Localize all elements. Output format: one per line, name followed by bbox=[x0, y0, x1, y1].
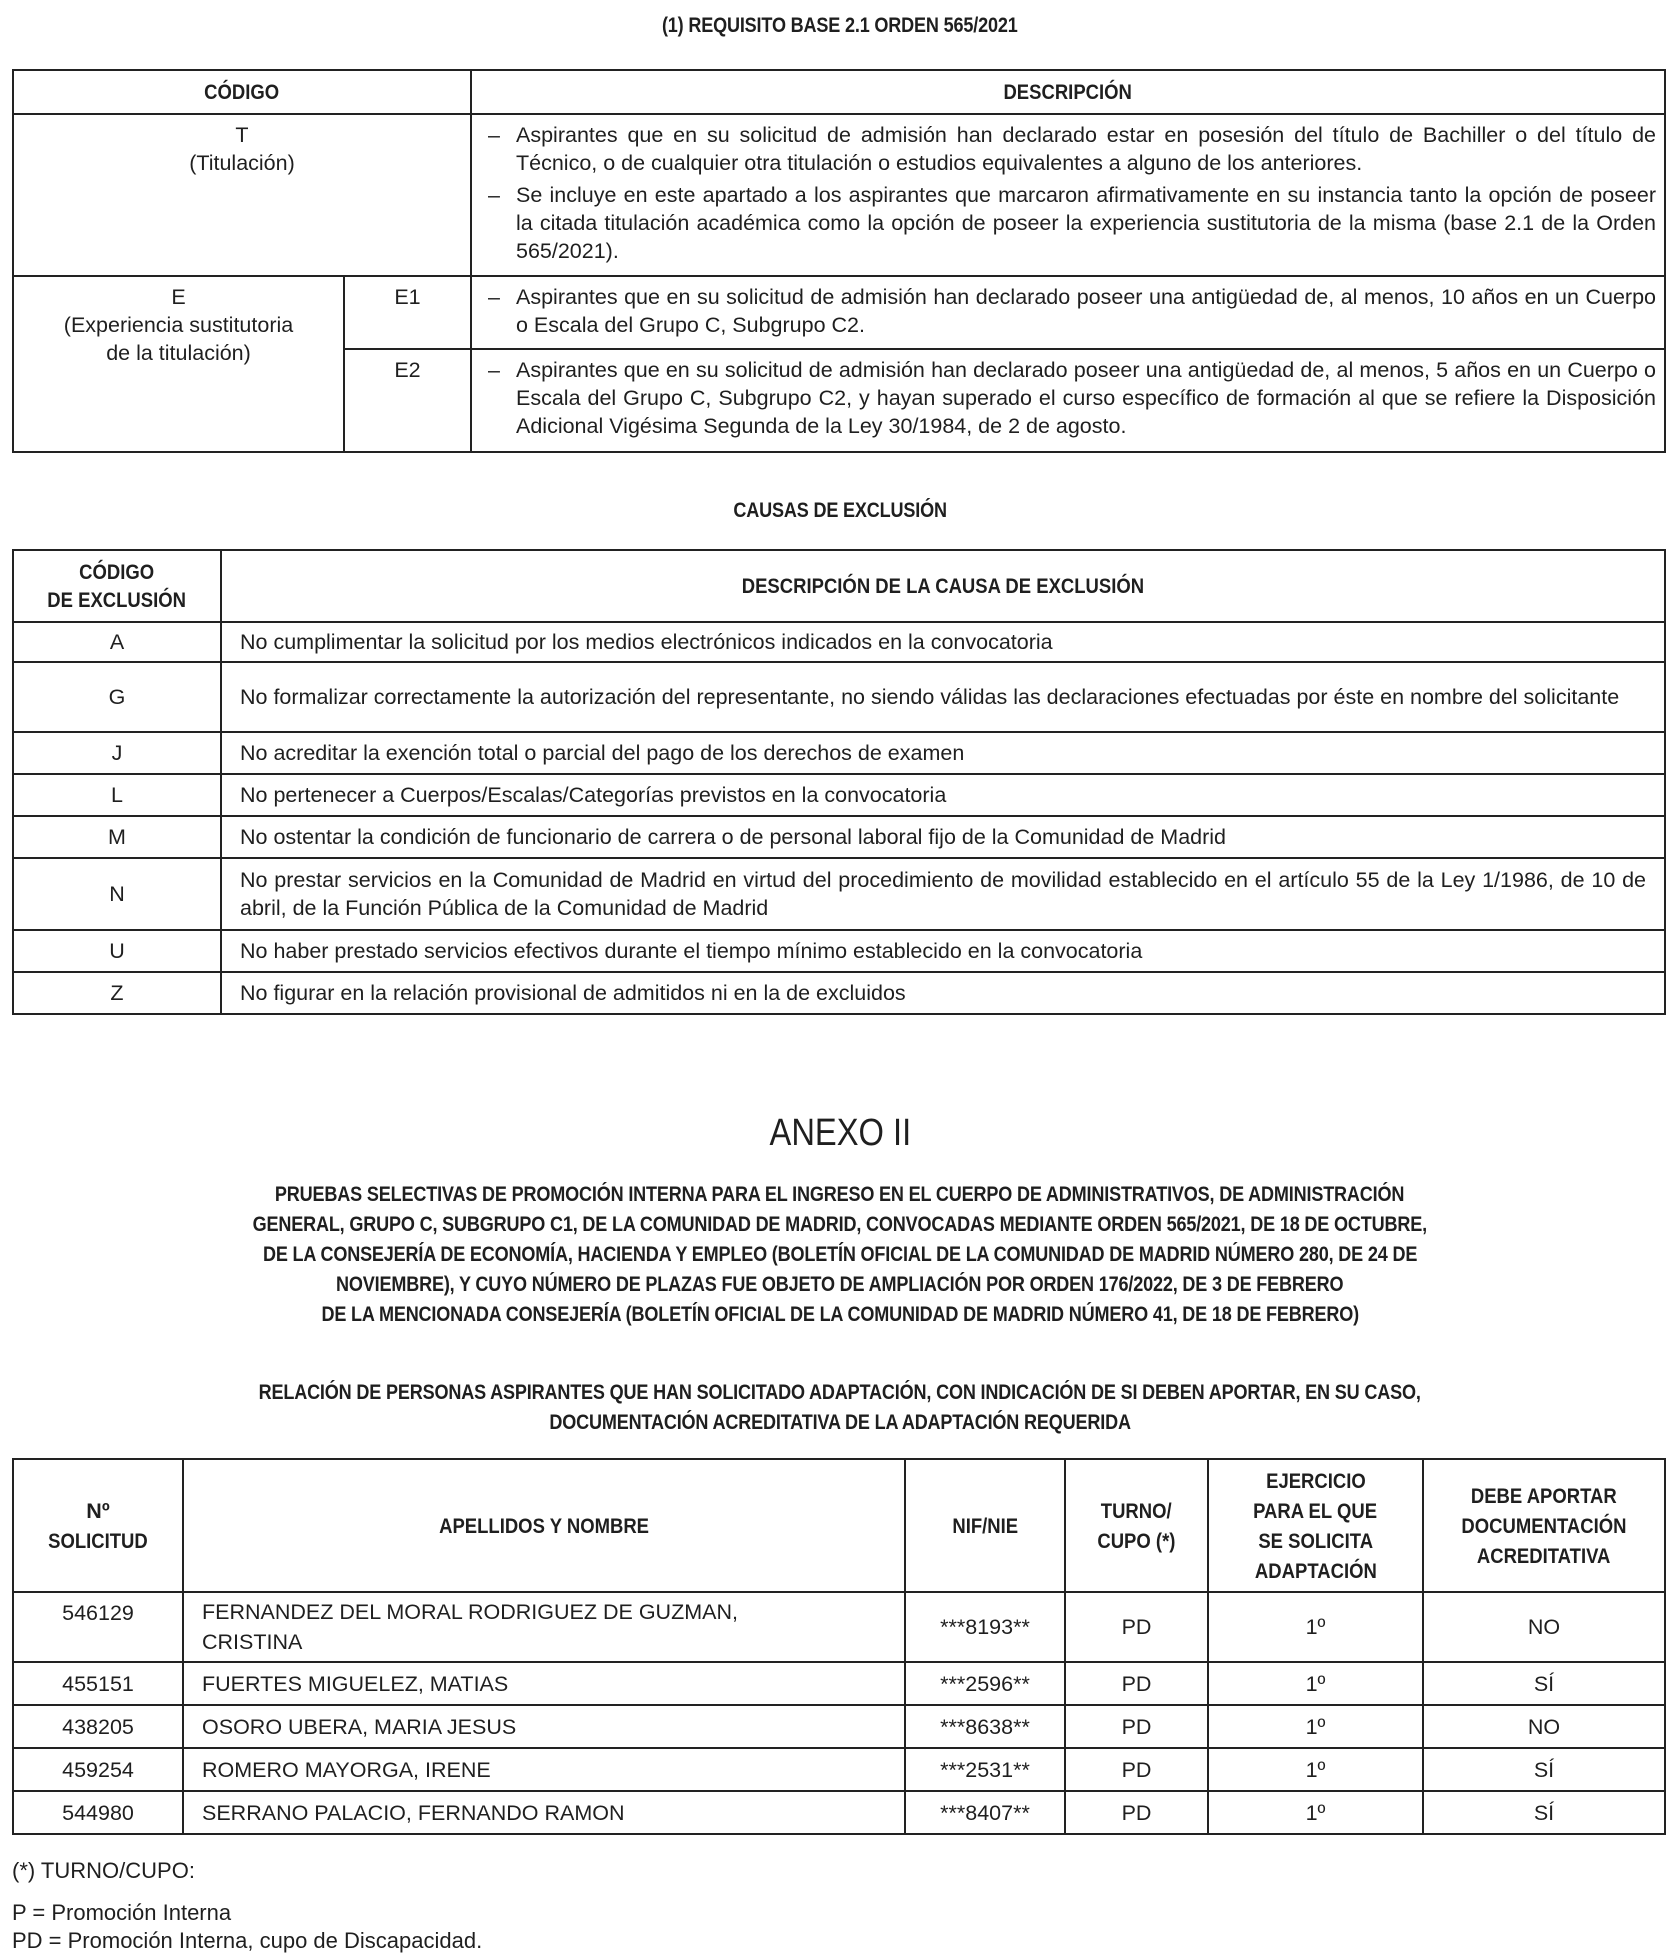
header-descripcion-causa: DESCRIPCIÓN DE LA CAUSA DE EXCLUSIÓN bbox=[221, 550, 1665, 622]
exclusion-code: U bbox=[13, 930, 221, 972]
exclusion-row bbox=[13, 858, 1665, 930]
code-e: E bbox=[171, 285, 186, 309]
header-debe-aportar: DEBE APORTAR DOCUMENTACIÓN ACREDITATIVA bbox=[1423, 1459, 1665, 1592]
debe-aportar: SÍ bbox=[1423, 1662, 1665, 1705]
debe-aportar: NO bbox=[1423, 1705, 1665, 1748]
code-t: T bbox=[235, 123, 249, 147]
requisito-row-t bbox=[13, 114, 1665, 276]
ejercicio: 1º bbox=[1208, 1592, 1423, 1662]
dash-bullet: – bbox=[488, 123, 500, 147]
exclusion-text: No formalizar correctamente la autorización del representante, no siendo válidas las declaraciones efectuadas por éste en nombre del solicitante bbox=[221, 662, 1665, 732]
notes-title: (*) TURNO/CUPO: bbox=[12, 1858, 195, 1883]
desc-t-item: – Se incluye en este apartado a los aspirantes que marcaron afirmativamente en su instancia tanto la opción de poseer la citada titulación académica como la opción de poseer la experiencia sustitutoria de la misma (base 2.1 de la Orden 565/2021). bbox=[482, 181, 1656, 265]
header-turno: TURNO/ CUPO (*) bbox=[1065, 1459, 1208, 1592]
num-solicitud: 455151 bbox=[13, 1662, 183, 1705]
dash-bullet: – bbox=[488, 358, 500, 382]
ejercicio: 1º bbox=[1208, 1791, 1423, 1834]
header-codigo: CÓDIGO bbox=[13, 70, 471, 114]
exclusion-code: J bbox=[13, 732, 221, 774]
anexo-subtitle: PRUEBAS SELECTIVAS DE PROMOCIÓN INTERNA PARA EL INGRESO EN EL CUERPO DE ADMINISTRATIVOS, DE ADMINISTRACIÓN GENERAL, GRUPO C, SUBGRUPO C1, DE LA COMUNIDAD DE MADRID, CONVOCADAS MEDIANTE ORDEN 565/2021, DE 18 DE OCTUBRE, DE LA CONSEJERÍA DE ECONOMÍA, HACIENDA Y EMPLEO (BOLETÍN OFICIAL DE LA COMUNIDAD DE MADRID NÚMERO 280, DE 24 DE NOVIEMBRE), Y CUYO NÚMERO DE PLAZAS FUE OBJETO DE AMPLIACIÓN POR ORDEN 176/2022, DE 3 DE FEBRERO DE LA MENCIONADA CONSEJERÍA (BOLETÍN OFICIAL DE LA COMUNIDAD DE MADRID NÚMERO 41, DE 18 DE FEBRERO) bbox=[252, 1183, 1428, 1326]
nif: ***8638** bbox=[905, 1705, 1065, 1748]
header-apellidos-nombre: APELLIDOS Y NOMBRE bbox=[183, 1459, 905, 1592]
adaptation-row bbox=[13, 1592, 1665, 1662]
turno: PD bbox=[1065, 1705, 1208, 1748]
code-cell-t bbox=[13, 114, 471, 276]
dash-bullet: – bbox=[488, 183, 500, 207]
exclusion-text: No prestar servicios en la Comunidad de Madrid en virtud del procedimiento de movilidad establecido en el artículo 55 de la Ley 1/1986, de 10 de abril, de la Función Pública de la Comunidad de Madrid bbox=[221, 858, 1665, 930]
debe-aportar: SÍ bbox=[1423, 1791, 1665, 1834]
adaptation-row bbox=[13, 1705, 1665, 1748]
code-e2: E2 bbox=[344, 349, 471, 452]
exclusion-row bbox=[13, 732, 1665, 774]
turno: PD bbox=[1065, 1748, 1208, 1791]
note-p: P = Promoción Interna bbox=[12, 1900, 232, 1925]
apellidos-nombre: OSORO UBERA, MARIA JESUS bbox=[183, 1705, 905, 1748]
dash-bullet: – bbox=[488, 285, 500, 309]
exclusion-code: Z bbox=[13, 972, 221, 1014]
ejercicio: 1º bbox=[1208, 1748, 1423, 1791]
exclusion-row bbox=[13, 622, 1665, 662]
exclusion-text: No cumplimentar la solicitud por los medios electrónicos indicados en la convocatoria bbox=[221, 622, 1665, 662]
exclusion-row bbox=[13, 930, 1665, 972]
header-num-solicitud: Nº SOLICITUD bbox=[13, 1459, 183, 1592]
adaptation-row bbox=[13, 1748, 1665, 1791]
header-descripcion: DESCRIPCIÓN bbox=[471, 70, 1665, 114]
requisito-table bbox=[12, 69, 1666, 453]
requisito-header-row bbox=[13, 70, 1665, 114]
exclusion-text: No acreditar la exención total o parcial del pago de los derechos de examen bbox=[221, 732, 1665, 774]
ejercicio: 1º bbox=[1208, 1662, 1423, 1705]
exclusion-row bbox=[13, 662, 1665, 732]
code-t-label: (Titulación) bbox=[189, 151, 295, 175]
exclusion-header-row bbox=[13, 550, 1665, 622]
apellidos-nombre: FERNANDEZ DEL MORAL RODRIGUEZ DE GUZMAN, CRISTINA bbox=[183, 1592, 905, 1662]
exclusion-row bbox=[13, 774, 1665, 816]
exclusion-row bbox=[13, 816, 1665, 858]
nif: ***8193** bbox=[905, 1592, 1065, 1662]
desc-e1-item: – Aspirantes que en su solicitud de admisión han declarado poseer una antigüedad de, al menos, 10 años en un Cuerpo o Escala del Grupo C, Subgrupo C2. bbox=[482, 283, 1656, 339]
requisito-title: (1) REQUISITO BASE 2.1 ORDEN 565/2021 bbox=[662, 14, 1018, 37]
header-codigo-exclusion: CÓDIGO DE EXCLUSIÓN bbox=[13, 550, 221, 622]
apellidos-nombre: SERRANO PALACIO, FERNANDO RAMON bbox=[183, 1791, 905, 1834]
code-cell-e: E (Experiencia sustitutoria de la titulación) bbox=[13, 276, 344, 452]
nif: ***2531** bbox=[905, 1748, 1065, 1791]
turno: PD bbox=[1065, 1662, 1208, 1705]
code-e1: E1 bbox=[344, 276, 471, 349]
adaptation-row bbox=[13, 1662, 1665, 1705]
exclusion-code: A bbox=[13, 622, 221, 662]
relation-title: RELACIÓN DE PERSONAS ASPIRANTES QUE HAN SOLICITADO ADAPTACIÓN, CON INDICACIÓN DE SI DEBEN APORTAR, EN SU CASO, DOCUMENTACIÓN ACREDITATIVA DE LA ADAPTACIÓN REQUERIDA bbox=[258, 1381, 1422, 1434]
num-solicitud: 438205 bbox=[13, 1705, 183, 1748]
desc-cell-t bbox=[471, 114, 1665, 276]
anexo-title: ANEXO II bbox=[769, 1112, 911, 1154]
nif: ***8407** bbox=[905, 1791, 1065, 1834]
requisito-row-e1 bbox=[13, 276, 1665, 349]
desc-e2-item: – Aspirantes que en su solicitud de admisión han declarado poseer una antigüedad de, al menos, 5 años en un Cuerpo o Escala del Grupo C, Subgrupo C2, y hayan superado el curso específico de formación al que se refiere la Disposición Adicional Vigésima Segunda de la Ley 30/1984, de 2 de agosto. bbox=[482, 356, 1656, 440]
ejercicio: 1º bbox=[1208, 1705, 1423, 1748]
exclusion-text: No figurar en la relación provisional de admitidos ni en la de excluidos bbox=[221, 972, 1665, 1014]
exclusion-row bbox=[13, 972, 1665, 1014]
num-solicitud: 459254 bbox=[13, 1748, 183, 1791]
exclusion-code: G bbox=[13, 662, 221, 732]
adaptation-table bbox=[12, 1458, 1666, 1835]
apellidos-nombre: FUERTES MIGUELEZ, MATIAS bbox=[183, 1662, 905, 1705]
debe-aportar: NO bbox=[1423, 1592, 1665, 1662]
nif: ***2596** bbox=[905, 1662, 1065, 1705]
num-solicitud: 546129 bbox=[13, 1592, 183, 1662]
exclusion-text: No ostentar la condición de funcionario de carrera o de personal laboral fijo de la Comunidad de Madrid bbox=[221, 816, 1665, 858]
exclusion-title: CAUSAS DE EXCLUSIÓN bbox=[733, 499, 947, 522]
desc-t-item: – Aspirantes que en su solicitud de admisión han declarado estar en posesión del título de Bachiller o del título de Técnico, o de cualquier otra titulación o estudios equivalentes a alguno de los anteriores. bbox=[482, 121, 1656, 177]
desc-cell-e1 bbox=[471, 276, 1665, 349]
exclusion-code: M bbox=[13, 816, 221, 858]
turno: PD bbox=[1065, 1791, 1208, 1834]
exclusion-text: No pertenecer a Cuerpos/Escalas/Categorías previstos en la convocatoria bbox=[221, 774, 1665, 816]
adaptation-header-row bbox=[13, 1459, 1665, 1592]
header-ejercicio: EJERCICIO PARA EL QUE SE SOLICITA ADAPTACIÓN bbox=[1208, 1459, 1423, 1592]
note-pd: PD = Promoción Interna, cupo de Discapacidad. bbox=[12, 1928, 483, 1953]
desc-cell-e2 bbox=[471, 349, 1665, 452]
debe-aportar: SÍ bbox=[1423, 1748, 1665, 1791]
num-solicitud: 544980 bbox=[13, 1791, 183, 1834]
exclusion-code: N bbox=[13, 858, 221, 930]
apellidos-nombre: ROMERO MAYORGA, IRENE bbox=[183, 1748, 905, 1791]
exclusion-code: L bbox=[13, 774, 221, 816]
header-nif: NIF/NIE bbox=[905, 1459, 1065, 1592]
exclusion-text: No haber prestado servicios efectivos durante el tiempo mínimo establecido en la convocatoria bbox=[221, 930, 1665, 972]
exclusion-table bbox=[12, 549, 1666, 1015]
adaptation-row bbox=[13, 1791, 1665, 1834]
turno: PD bbox=[1065, 1592, 1208, 1662]
